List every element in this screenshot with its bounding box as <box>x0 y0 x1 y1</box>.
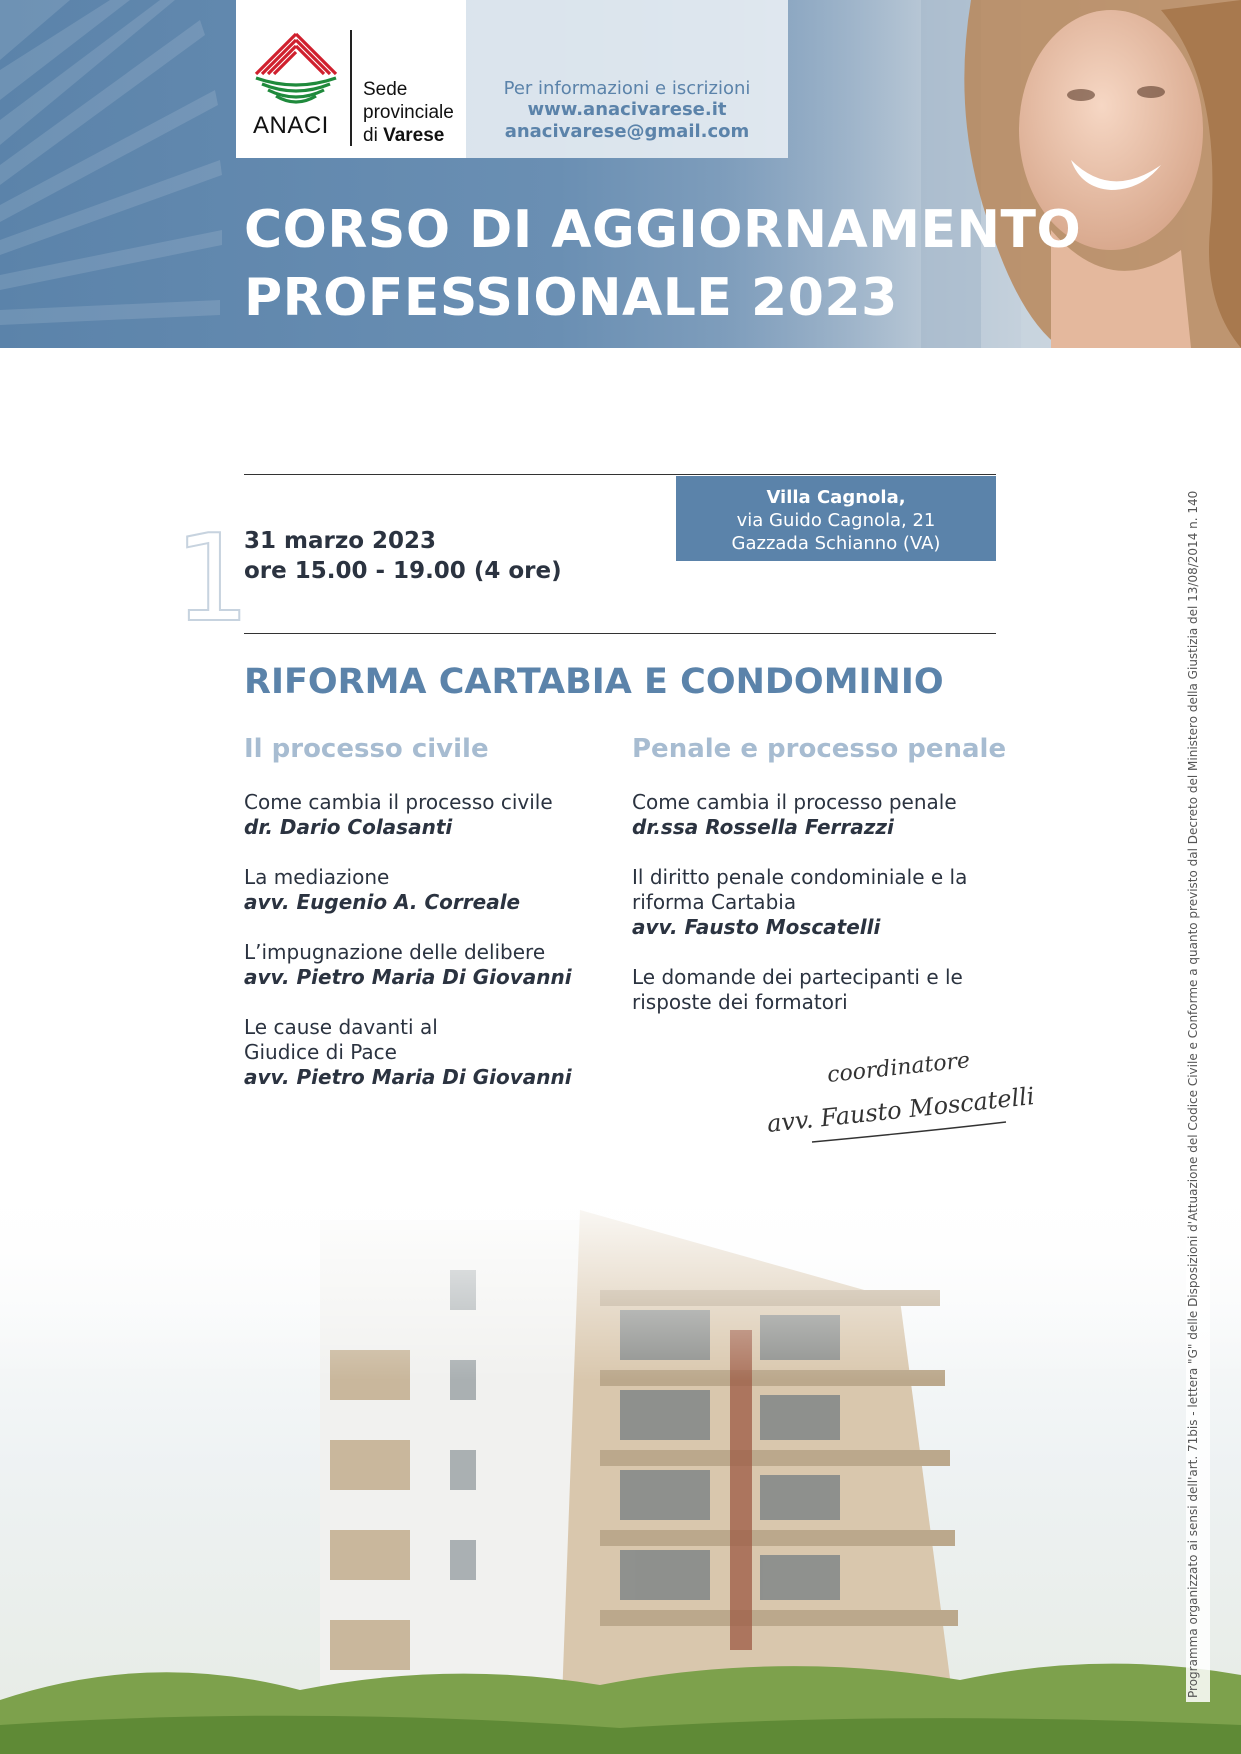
coordinator-signature <box>760 1040 1060 1150</box>
logo-divider <box>350 30 352 146</box>
svg-text:1: 1 <box>174 510 251 649</box>
list-item: L’impugnazione delle delibere avv. Pietro Maria Di Giovanni <box>244 940 572 989</box>
venue-street: via Guido Cagnola, 21 <box>736 510 936 531</box>
divider-top <box>244 474 996 475</box>
right-column <box>632 734 1012 1040</box>
left-column <box>244 734 624 1115</box>
apartment-building-photo <box>0 1180 1241 1754</box>
section-title: RIFORMA CARTABIA E CONDOMINIO <box>244 662 944 702</box>
list-item: La mediazione avv. Eugenio A. Correale <box>244 865 521 914</box>
venue-name: Villa Cagnola, <box>766 487 906 508</box>
list-item: Le domande dei partecipanti e le risposte dei formatori <box>632 965 963 1014</box>
list-item: Il diritto penale condominiale e la riforma Cartabia avv. Fausto Moscatelli <box>632 865 968 939</box>
legal-footnote: Programma organizzato ai sensi dell'art. 71bis - lettera "G" delle Disposizioni d'Attuazione del Codice Civile e Conforme a quanto previsto dal Decreto del Ministero della Giustizia del 13/08/2014 n. 140 <box>1186 490 1200 1698</box>
svg-text:coordinatore: coordinatore <box>826 1048 972 1088</box>
logo-brand-text: ANACI <box>253 112 329 139</box>
course-title: CORSO DI AGGIORNAMENTO PROFESSIONALE 2023 <box>244 200 1082 328</box>
header-banner <box>0 0 1241 348</box>
left-column-heading: Il processo civile <box>244 734 489 764</box>
list-item: Come cambia il processo penale dr.ssa Rossella Ferrazzi <box>632 790 957 839</box>
list-item: Le cause davanti al Giudice di Pace avv. Pietro Maria Di Giovanni <box>244 1015 572 1089</box>
website-link[interactable]: www.anacivarese.it <box>527 99 727 120</box>
anaci-logo-icon <box>250 32 342 116</box>
contact-info-box <box>466 0 788 158</box>
session-number <box>170 510 251 649</box>
svg-text:avv. Fausto Moscatelli: avv. Fausto Moscatelli <box>765 1082 1036 1138</box>
divider-bottom <box>244 633 996 634</box>
info-label: Per informazioni e iscrizioni <box>503 78 751 99</box>
anaci-logo-box <box>236 0 466 158</box>
list-item: Come cambia il processo civile dr. Dario Colasanti <box>244 790 553 839</box>
logo-sede-text: Sede provinciale di Varese <box>363 79 454 146</box>
sunburst-rays-decoration <box>0 0 240 348</box>
event-date-time: 31 marzo 2023 ore 15.00 - 19.00 (4 ore) <box>244 528 562 584</box>
email-link[interactable]: anacivarese@gmail.com <box>504 121 750 142</box>
right-column-heading: Penale e processo penale <box>632 734 1007 764</box>
venue-box <box>676 476 996 561</box>
venue-city: Gazzada Schianno (VA) <box>731 533 941 554</box>
